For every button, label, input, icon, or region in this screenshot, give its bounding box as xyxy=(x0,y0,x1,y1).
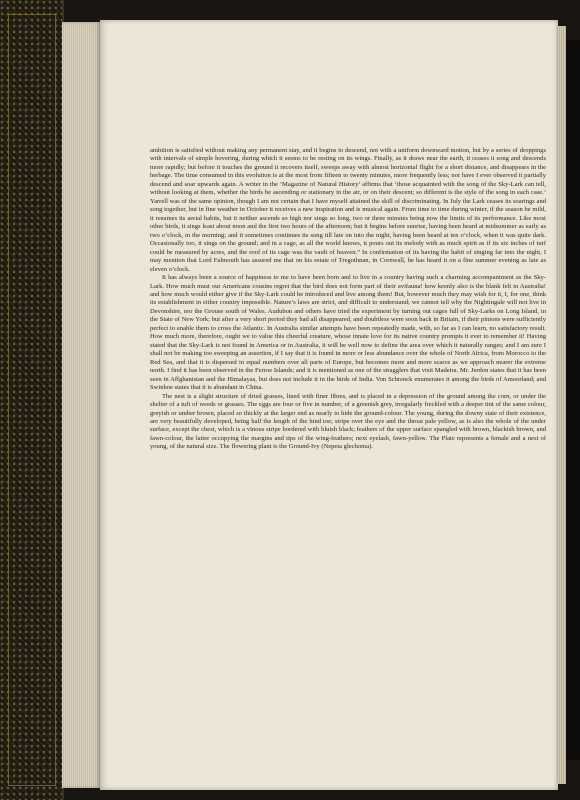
gilt-border xyxy=(8,14,56,786)
paragraph-1: ambition is satisfied without making any permanent stay, and it begins to descend, not with a uniform downward motion, but by a series of droppings with intervals of simple hovering, during which it seems to be resting on its wings. Finally, as it draws near the earth, it ceases it song and descends more rapidly; but before it touches the ground it recovers itself, sweeps away with almost horizontal flight for a short distance, and disappears in the herbage. The time consumed in this evolution is at the most from fifteen to twenty minutes, more frequently less; nor have I ever observed it partially descend and soar upwards again. A writer in the ‘Magazine of Natural History’ affirms that ‘those acquainted with the song of the Sky-Lark can tell, without looking at them, whether the birds be ascending or stationary in the air, or on their descent; so different is the style of the song in each case.’ Yarrell was of the same opinion, though I am not certain that I have myself attained the skill of discriminating. In July the Lark ceases its soarings and song together, but in fine weather in October it receives a new inspiration and is musical again. From time to time during winter, if the season be mild, it resumes its aerial habits, but it neither ascends so high nor sings so long, two or three minutes being now the limits of its performance. Like most other birds, it sings least about noon and the first two hours of the afternoon; but it begins before sunrise, having been heard at midsummer as early as two o’clock, in the morning; and it sometimes continues its song till late on into the night, having been heard at ten o’clock, when it was quite dark. Occasionally too, it sings on the ground; and in a cage, as all the world knows, it pours out its melody with as much spirit as if its six inches of turf could be measured by acres, and the roof of its cage was the vault of heaven.” In confirmation of its having the habit of singing far into the night, I may mention that Lord Falmouth has assured me that on his estate of Tregothnan, in Cornwall, he has heard it on a fine summer evening as late as eleven o’clock. xyxy=(150,147,546,273)
paragraph-3: The nest is a slight structure of dried grasses, lined with finer fibres, and is placed in a depression of the ground among the corn, or under the shelter of a tuft of weeds or grasses. The eggs are four or five in number, of a greenish grey, irregularly freckled with a deeper tint of the same colour, greyish or umber brown, placed so thickly at the larger end as nearly to hide the ground-colour. The young, during the downy state of their existence, are very beautifully developed, being half the length of the hind toe; stripe over the eye and the throat pale yellow, as is also the whole of the under surface, except the chest, which is a vinous stripe bordered with bluish black; feathers of the upper surface spangled with brown, blackish brown, and fawn-colour, the latter occupying the margins and tips of the wing-feathers; next eyelash, fawn-yellow. The Plate represents a female and a nest of young, of the natural size. The flowering plant is the Ground-Ivy (Nepeta glechoma). xyxy=(150,392,546,451)
right-page-edge xyxy=(556,26,566,784)
book-page xyxy=(100,20,558,790)
decorative-cover-board xyxy=(0,0,64,800)
page-body-text xyxy=(150,147,546,452)
right-margin-shadow xyxy=(566,40,580,760)
stacked-page-edges xyxy=(62,22,100,788)
paragraph-2: It has always been a source of happiness to me to have been born and to live in a country having such a charming accompaniment as the Sky-Lark. How much must our Americans cousins regret that the bird does not form part of their avifauna! how keenly also is the blank felt in Australia! and how much would either give if the Sky-Lark could be introduced and live among them! But, however much they may wish for it, I, for one, think its establishment in either country impossible. Nature’s laws are strict, and difficult to understand; we cannot tell why the Nightingale will not live in Devonshire, nor the Grouse south of Wales. Audubon and others have tried the experiment by turning out cages full of Sky-Larks on Long Island, in the State of New York; but after a very short period they had all disappeared, and doubtless were soon back in Britain, if their pinions were sufficiently perfect to enable them to cross the Atlantic. In Australia similar attempts have been repeatedly made, with, so far as I can learn, no satisfactory result. How much more, therefore, ought we to value this cheerful creature, whose innate love for its native country prompts it ever to remember it! Having stated that the Sky-Lark is not found in America or in Australia, it will be well now to define the area over which it naturally ranges; and I am sure I shall not be making too sweeping an assertion, if I say that it is found in more or less abundance over the whole of North Africa, from Morocco to the Red Sea, and that it is dispersed in equal numbers over all parts of Europe, but becomes more and more scarce as we approach nearer the extreme north. I find it has been observed in the Ferroe Islands; and it is mentioned as one of the stragglers that visit Madeira. Mr. Jerdon states that it has been seen in Affghanistan and the Himalayas, but does not include it in the birds of India. Von Schrenck enumerates it among the birds of Amoorland; and Swinhoe states that it is abundant in China. xyxy=(150,274,546,392)
